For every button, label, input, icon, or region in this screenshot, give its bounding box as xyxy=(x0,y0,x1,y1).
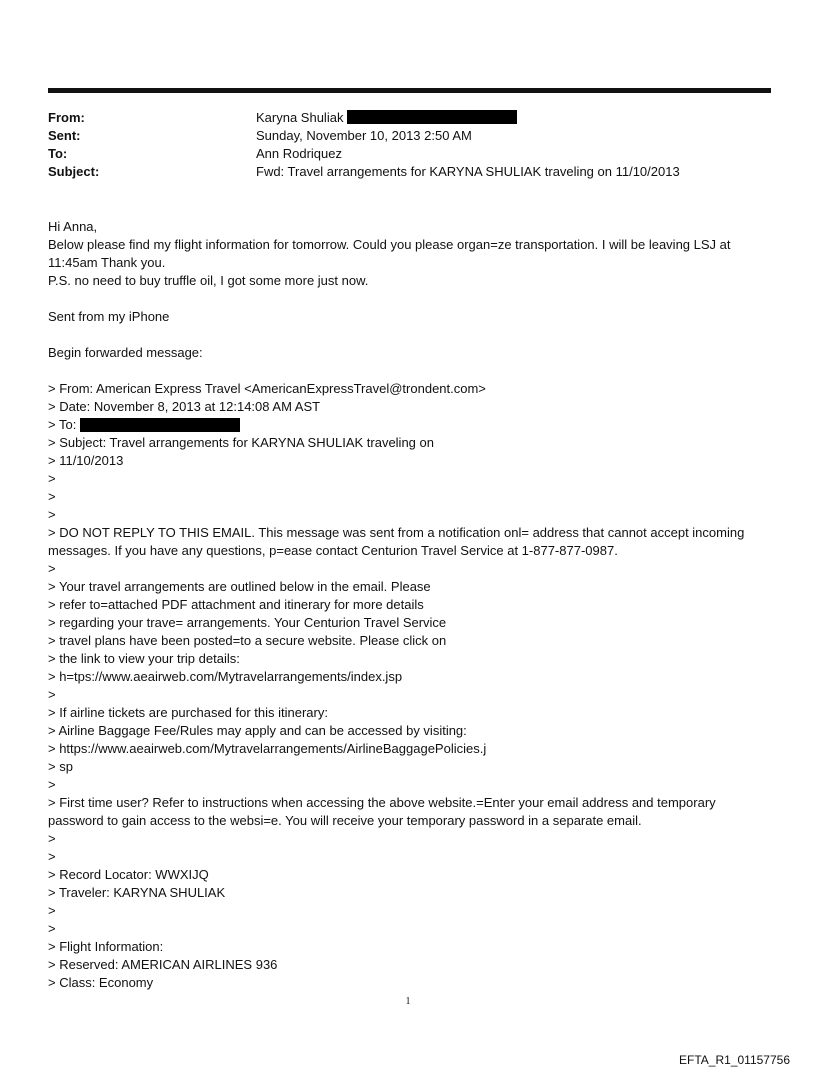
fwd-to xyxy=(48,416,771,434)
redaction-block xyxy=(347,110,517,124)
from-label: From: xyxy=(48,109,85,125)
travel-line-4: > travel plans have been posted=to a secure website. Please click on xyxy=(48,633,447,648)
fwd-date: > Date: November 8, 2013 at 12:14:08 AM AST xyxy=(48,399,321,414)
flight-info-heading: > Flight Information: xyxy=(48,939,164,954)
body-paragraph: Below please find my flight information for tomorrow. Could you please organ=ze transportation. I will be leaving LSJ at 11:45am Thank you. xyxy=(48,237,731,270)
travel-line-5: > the link to view your trip details: xyxy=(48,651,240,666)
to-row xyxy=(48,144,771,162)
from-name: Karyna Shuliak xyxy=(256,109,344,125)
airline-line-1: > If airline tickets are purchased for this itinerary: xyxy=(48,705,328,720)
baggage-link: > https://www.aeairweb.com/Mytravelarrangements/AirlineBaggagePolicies.j xyxy=(48,741,487,756)
quote-marker: > xyxy=(48,831,56,846)
document-id: EFTA_R1_01157756 xyxy=(679,1053,790,1067)
sent-label: Sent: xyxy=(48,127,81,143)
travel-line-3: > regarding your trave= arrangements. Your Centurion Travel Service xyxy=(48,615,447,630)
reserved-flight: > Reserved: AMERICAN AIRLINES 936 xyxy=(48,957,278,972)
quote-marker: > xyxy=(48,507,56,522)
do-not-reply-notice: > DO NOT REPLY TO THIS EMAIL. This message was sent from a notification onl= address that cannot accept incoming messages. If you have any questions, p=ease contact Centurion Travel Service at 1-877-877-0987. xyxy=(48,525,745,558)
fwd-to-label: > To: xyxy=(48,417,77,432)
postscript: P.S. no need to buy truffle oil, I got some more just now. xyxy=(48,273,369,288)
subject-value: Fwd: Travel arrangements for KARYNA SHULIAK traveling on 11/10/2013 xyxy=(256,163,680,179)
email-header xyxy=(48,108,771,180)
subject-row xyxy=(48,162,771,180)
traveler: > Traveler: KARYNA SHULIAK xyxy=(48,885,226,900)
sent-value: Sunday, November 10, 2013 2:50 AM xyxy=(256,127,472,143)
quote-marker: > xyxy=(48,489,56,504)
signature: Sent from my iPhone xyxy=(48,309,170,324)
quote-marker: > xyxy=(48,921,56,936)
fwd-subject: > Subject: Travel arrangements for KARYNA SHULIAK traveling on xyxy=(48,435,434,450)
to-label: To: xyxy=(48,145,68,161)
quote-marker: > xyxy=(48,471,56,486)
record-locator: > Record Locator: WWXIJQ xyxy=(48,867,209,882)
travel-line-1: > Your travel arrangements are outlined below in the email. Please xyxy=(48,579,431,594)
quote-marker: > xyxy=(48,849,56,864)
fwd-subject-cont: > 11/10/2013 xyxy=(48,453,124,468)
forward-intro: Begin forwarded message: xyxy=(48,345,203,360)
greeting: Hi Anna, xyxy=(48,219,98,234)
subject-label: Subject: xyxy=(48,163,100,179)
travel-line-2: > refer to=attached PDF attachment and itinerary for more details xyxy=(48,597,424,612)
top-rule xyxy=(48,88,771,93)
flight-class: > Class: Economy xyxy=(48,975,154,990)
quote-marker: > xyxy=(48,903,56,918)
from-row xyxy=(48,108,771,126)
redaction-block xyxy=(80,418,240,432)
quote-marker: > xyxy=(48,777,56,792)
sent-row xyxy=(48,126,771,144)
travel-link: > h=tps://www.aeairweb.com/Mytravelarrangements/index.jsp xyxy=(48,669,403,684)
quote-marker: > xyxy=(48,687,56,702)
baggage-link-cont: > sp xyxy=(48,759,73,774)
first-time-user-notice: > First time user? Refer to instructions when accessing the above website.=Enter your email address and temporary password to gain access to the websi=e. You will receive your temporary password in a separate email. xyxy=(48,795,716,828)
from-value xyxy=(256,110,517,125)
to-value: Ann Rodriquez xyxy=(256,145,342,161)
email-body xyxy=(48,218,771,992)
fwd-from: > From: American Express Travel <AmericanExpressTravel@trondent.com> xyxy=(48,381,486,396)
airline-line-2: > Airline Baggage Fee/Rules may apply and can be accessed by visiting: xyxy=(48,723,467,738)
page-number: 1 xyxy=(405,996,411,1007)
quote-marker: > xyxy=(48,561,56,576)
